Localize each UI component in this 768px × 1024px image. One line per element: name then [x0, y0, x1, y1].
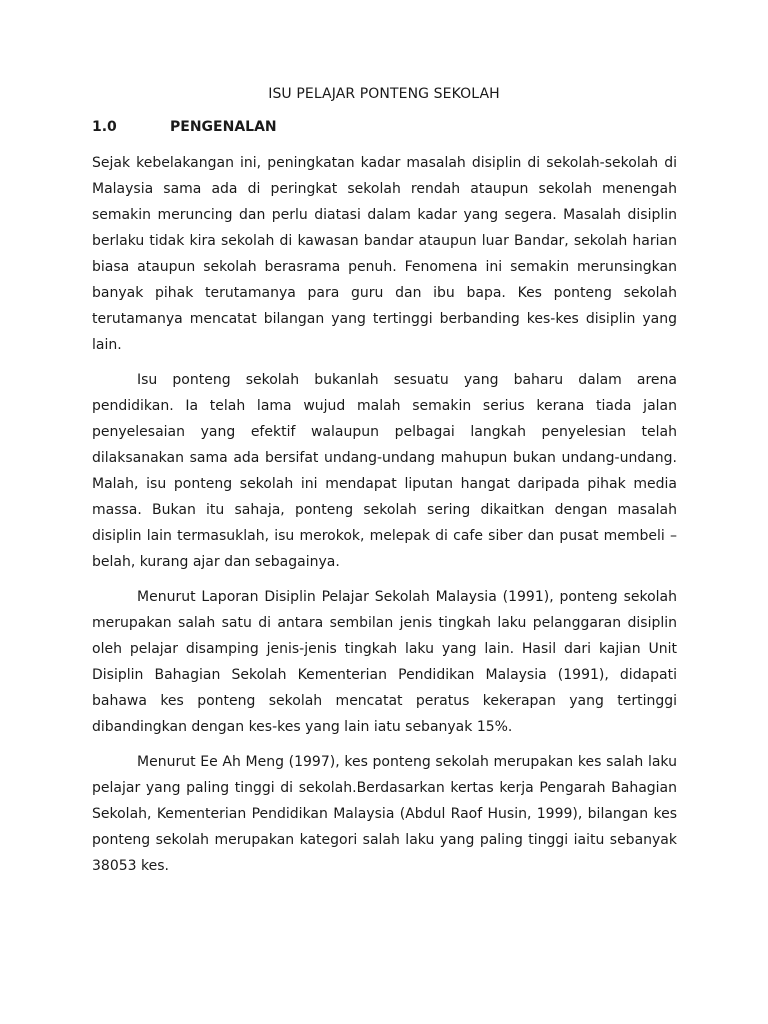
paragraph-3: Menurut Laporan Disiplin Pelajar Sekolah Malaysia (1991), ponteng sekolah merupakan salah satu di antara sembilan jenis tingkah laku pelanggaran disiplin oleh pelajar disamping jenis-jenis tingkah laku yang lain. Hasil dari kajian Unit Disiplin Bahagian Sekolah Kementerian Pendidikan Malaysia (1991), didapati bahawa kes ponteng sekolah mencatat peratus kekerapan yang tertinggi dibandingkan dengan kes-kes yang lain iatu sebanyak 15%.	[92, 589, 677, 735]
paragraph-2: Isu ponteng sekolah bukanlah sesuatu yang baharu dalam arena pendidikan. Ia telah lama wujud malah semakin serius kerana tiada jalan penyelesaian yang efektif walaupun pelbagai langkah penyelesian telah dilaksanakan sama ada bersifat undang-undang mahupun bukan undang-undang. Malah, isu ponteng sekolah ini mendapat liputan hangat daripada pihak media massa. Bukan itu sahaja, ponteng sekolah sering dikaitkan dengan masalah disiplin lain termasuklah, isu merokok, melepak di cafe siber dan pusat membeli –belah, kurang ajar dan sebagainya.	[92, 372, 677, 570]
section-heading	[92, 119, 277, 135]
section-title: PENGENALAN	[170, 119, 277, 135]
paragraph-1: Sejak kebelakangan ini, peningkatan kadar masalah disiplin di sekolah-sekolah di Malaysia sama ada di peringkat sekolah rendah ataupun sekolah menengah semakin meruncing dan perlu diatasi dalam kadar yang segera. Masalah disiplin berlaku tidak kira sekolah di kawasan bandar ataupun luar Bandar, sekolah harian biasa ataupun sekolah berasrama penuh. Fenomena ini semakin merunsingkan banyak pihak terutamanya para guru dan ibu bapa. Kes ponteng sekolah terutamanya mencatat bilangan yang tertinggi berbanding kes-kes disiplin yang lain.	[92, 155, 677, 353]
body-text	[92, 150, 677, 888]
section-number: 1.0	[92, 119, 117, 135]
paragraph-4: Menurut Ee Ah Meng (1997), kes ponteng sekolah merupakan kes salah laku pelajar yang paling tinggi di sekolah.Berdasarkan kertas kerja Pengarah Bahagian Sekolah, Kementerian Pendidikan Malaysia (Abdul Raof Husin, 1999), bilangan kes ponteng sekolah merupakan kategori salah laku yang paling tinggi iaitu sebanyak 38053 kes.	[92, 754, 677, 874]
document-title: ISU PELAJAR PONTENG SEKOLAH	[268, 86, 500, 102]
